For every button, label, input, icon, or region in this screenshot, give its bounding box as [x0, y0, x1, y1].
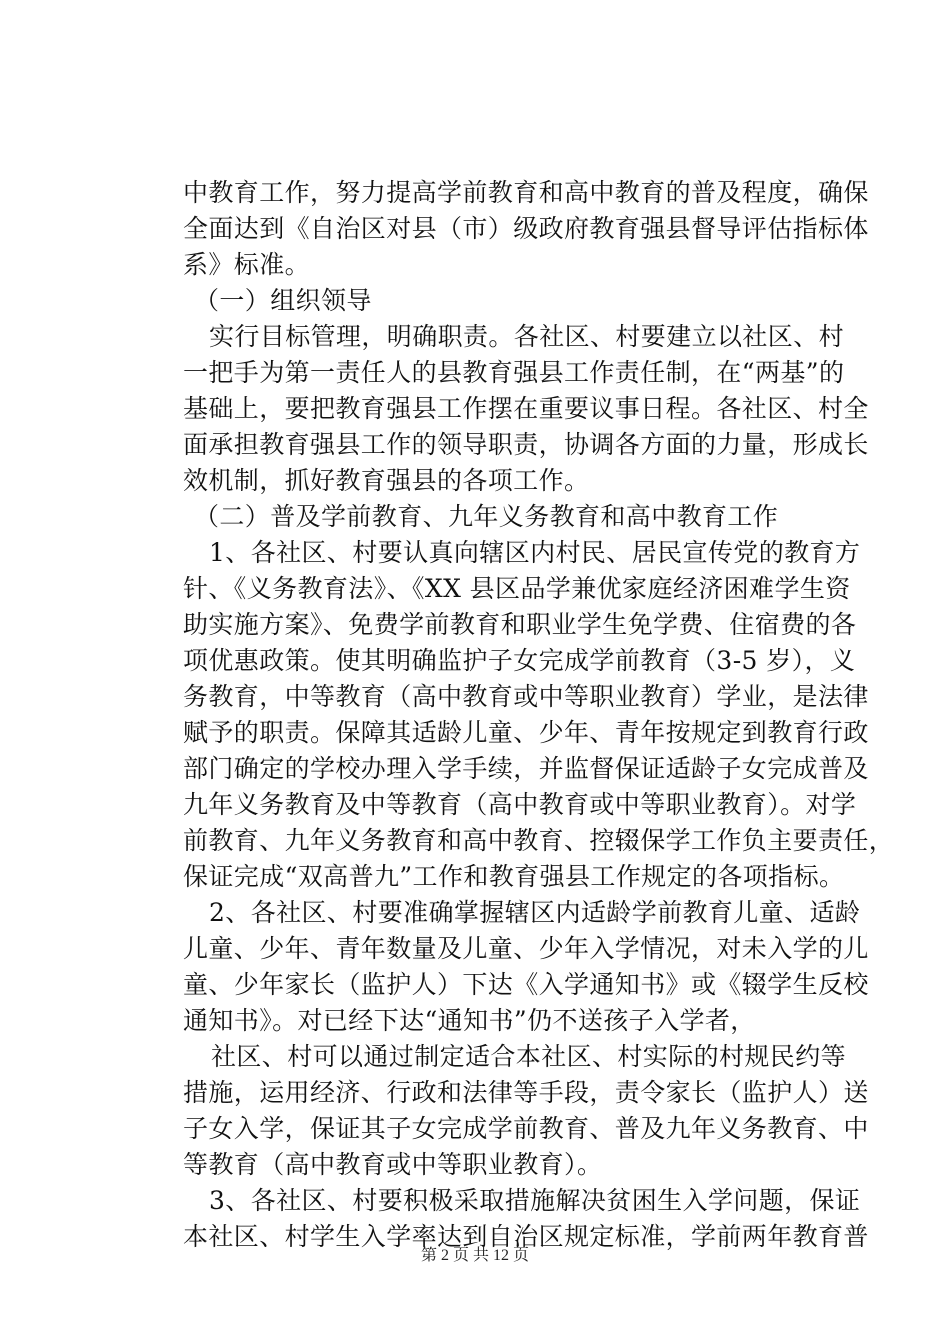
paragraph-line: 项优惠政策。使其明确监护子女完成学前教育（3-5 岁），义 — [183, 646, 856, 675]
paragraph-line: 赋予的职责。保障其适龄儿童、少年、青年按规定到教育行政 — [183, 718, 869, 747]
paragraph-line: 本社区、村学生入学率达到自治区规定标准，学前两年教育普 — [183, 1222, 869, 1251]
paragraph-line: 通知书》。对已经下达“通知书”仍不送孩子入学者， — [183, 1006, 756, 1035]
paragraph-line: 前教育、九年义务教育和高中教育、控辍保学工作负主要责任， — [183, 826, 895, 855]
paragraph-line: 社区、村可以通过制定适合本社区、村实际的村规民约等 — [211, 1042, 847, 1071]
paragraph-line: 务教育，中等教育（高中教育或中等职业教育）学业，是法律 — [183, 682, 869, 711]
section-heading: （一）组织领导 — [194, 286, 372, 315]
section-heading: （二）普及学前教育、九年义务教育和高中教育工作 — [194, 502, 779, 531]
paragraph-line: 针、《义务教育法》、《XX 县区品学兼优家庭经济困难学生资 — [183, 574, 851, 603]
paragraph-line: 3、各社区、村要积极采取措施解决贫困生入学问题，保证 — [209, 1186, 861, 1215]
paragraph-line: 部门确定的学校办理入学手续，并监督保证适龄子女完成普及 — [183, 754, 869, 783]
paragraph-line: 全面达到《自治区对县（市）级政府教育强县督导评估指标体 — [183, 214, 869, 243]
paragraph-line: 助实施方案》、免费学前教育和职业学生免学费、住宿费的各 — [183, 610, 857, 639]
paragraph-line: 九年义务教育及中等教育（高中教育或中等职业教育）。对学 — [183, 790, 857, 819]
paragraph-line: 保证完成“双高普九”工作和教育强县工作规定的各项指标。 — [183, 862, 845, 891]
paragraph-line: 子女入学，保证其子女完成学前教育、普及九年义务教育、中 — [183, 1114, 869, 1143]
paragraph-line: 实行目标管理，明确职责。各社区、村要建立以社区、村 — [209, 322, 845, 351]
page-number-footer: 第 2 页 共 12 页 — [420, 1247, 529, 1264]
paragraph-line: 效机制，抓好教育强县的各项工作。 — [183, 466, 590, 495]
paragraph-line: 童、少年家长（监护人）下达《入学通知书》或《辍学生反校 — [183, 970, 869, 999]
paragraph-line: 基础上，要把教育强县工作摆在重要议事日程。各社区、村全 — [183, 394, 869, 423]
paragraph-line: 措施，运用经济、行政和法律等手段，责令家长（监护人）送 — [183, 1078, 869, 1107]
paragraph-line: 中教育工作，努力提高学前教育和高中教育的普及程度，确保 — [183, 178, 869, 207]
paragraph-line: 2、各社区、村要准确掌握辖区内适龄学前教育儿童、适龄 — [209, 898, 861, 927]
paragraph-line: 儿童、少年、青年数量及儿童、少年入学情况，对未入学的儿 — [183, 934, 869, 963]
paragraph-line: 等教育（高中教育或中等职业教育）。 — [183, 1150, 603, 1179]
paragraph-line: 一把手为第一责任人的县教育强县工作责任制，在“两基”的 — [183, 358, 845, 387]
paragraph-line: 面承担教育强县工作的领导职责，协调各方面的力量，形成长 — [183, 430, 869, 459]
paragraph-line: 系》标准。 — [183, 250, 311, 279]
paragraph-line: 1、各社区、村要认真向辖区内村民、居民宣传党的教育方 — [209, 538, 861, 567]
